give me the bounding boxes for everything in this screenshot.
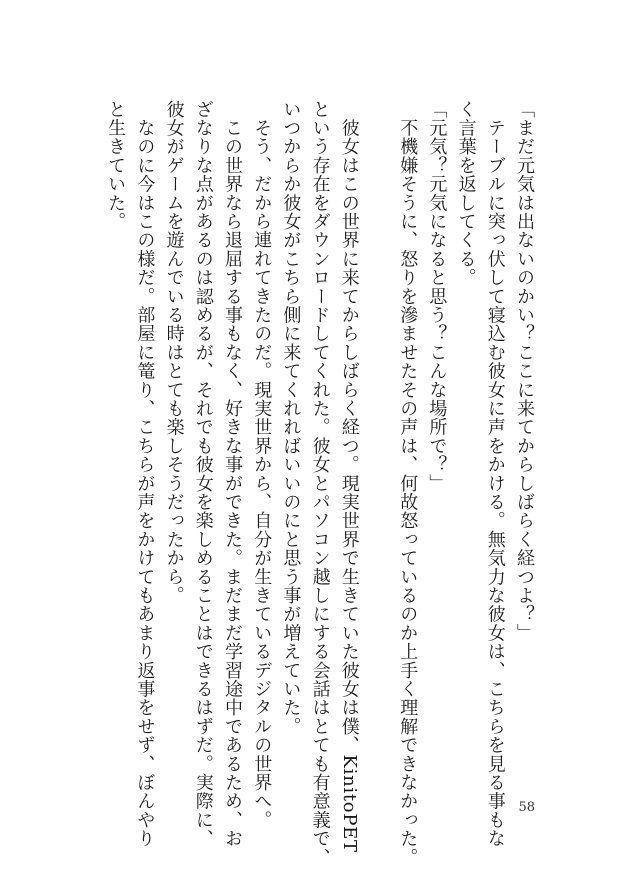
page-number: 58 [518, 800, 535, 815]
text-line: 彼女はこの世界に来てからしばらく経つ。現実世界で生きていた彼女は僕、KinitoPET [338, 100, 360, 853]
text-line: ざなりな点があるのは認めるが、それでも彼女を楽しめることはできるはずだ。実際に、 [192, 100, 214, 848]
text-line: なのに今はこの様だ。部屋に篭り、こちらが声をかけてもあまり返事をせず、ぼんやり [134, 100, 156, 848]
paragraph-break [364, 100, 393, 760]
text-line: と生きていた。 [105, 100, 127, 231]
text-line: 不機嫌そうに、怒りを滲ませたその声は、何故怒っているのか上手く理解できなかった。 [397, 100, 419, 867]
text-line: テーブルに突っ伏して寝込む彼女に声をかける。無気力な彼女は、こちらを見る事もな [484, 100, 506, 848]
text-line: 「元気？元気になると思う？こんな場所で？」 [426, 100, 448, 493]
text-line: 「まだ元気は出ないのかい？ここに来てからしばらく経つよ？」 [514, 100, 535, 643]
text-line: 彼女がゲームを遊んでいる時はとても楽しそうだったから。 [163, 100, 185, 605]
text-line: く言葉を返してくる。 [455, 100, 477, 287]
text-line: この世界なら退屈する事もなく、好きな事ができた。まだまだ学習途中であるため、お [221, 100, 243, 848]
text-line: いつからか彼女がこちら側に来てくれればいいのにと思う事が増えていた。 [280, 100, 302, 736]
text-line: そう、だから連れてきたのだ。現実世界から、自分が生きているデジタルの世界へ。 [251, 100, 273, 830]
text-line: という存在をダウンロードしてくれた。彼女とパソコン越しにする会話はとても有意義で、 [309, 100, 331, 867]
